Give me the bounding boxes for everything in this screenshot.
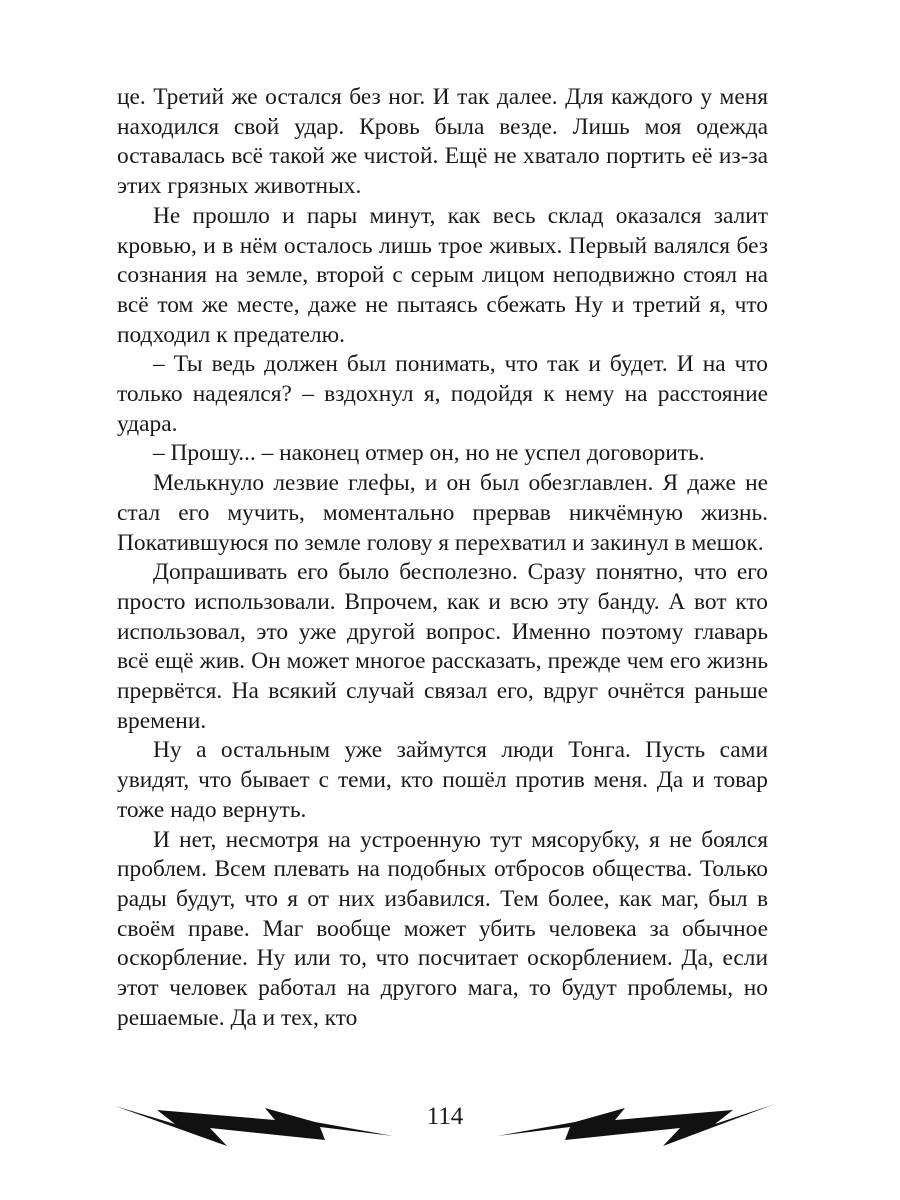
paragraph-6: Допрашивать его было бесполезно. Сразу понятно, что его просто использовали. Впрочем, как и всю эту банду. А вот кто использовал, это уже другой вопрос. Именно поэтому главарь всё ещё жив. Он может многое рассказать, прежде чем его жизнь прервётся. На всякий случай связал его, вдруг очнётся раньше времени. <box>117 559 768 734</box>
page-number: 114 <box>426 1103 464 1130</box>
right-lightning-bolt-icon <box>497 1104 775 1146</box>
left-lightning-bolt-icon <box>115 1106 393 1146</box>
page-footer <box>115 1094 775 1156</box>
paragraph-3: – Ты ведь должен был понимать, что так и будет. И на что только надеялся? – вздохнул я, подойдя к нему на расстояние удара. <box>117 351 768 437</box>
paragraph-5: Мелькнуло лезвие глефы, и он был обезглавлен. Я даже не стал его мучить, моментально прервав никчёмную жизнь. Покатившуюся по земле голову я перехватил и закинул в мешок. <box>117 470 768 556</box>
paragraph-4: – Прошу... – наконец отмер он, но не успел договорить. <box>153 440 705 467</box>
paragraph-2: Не прошло и пары минут, как весь склад оказался залит кровью, и в нём осталось лишь трое живых. Первый валялся без сознания на земле, второй с серым лицом неподвижно стоял на всё том же месте, даже не пытаясь сбежать Ну и третий я, что подходил к предателю. <box>117 202 768 348</box>
paragraph-1: це. Третий же остался без ног. И так далее. Для каждого у меня находился свой удар. Кровь была везде. Лишь моя одежда оставалась всё такой же чистой. Ещё не хватало портить её из-за этих грязных животных. <box>117 84 768 200</box>
body-text <box>117 83 768 1034</box>
paragraph-8: И нет, несмотря на устроенную тут мясорубку, я не боялся проблем. Всем плевать на подобных отбросов общества. Только рады будут, что я от них избавился. Тем более, как маг, был в своём праве. Маг вообще может убить человека за обычное оскорбление. Ну или то, что посчитает оскорблением. Да, если этот человек работал на другого мага, то будут проблемы, но решаемые. Да и тех, кто <box>117 826 768 1031</box>
paragraph-7: Ну а остальным уже займутся люди Тонга. Пусть сами увидят, что бывает с теми, кто пошёл против меня. Да и товар тоже надо вернуть. <box>117 737 768 823</box>
